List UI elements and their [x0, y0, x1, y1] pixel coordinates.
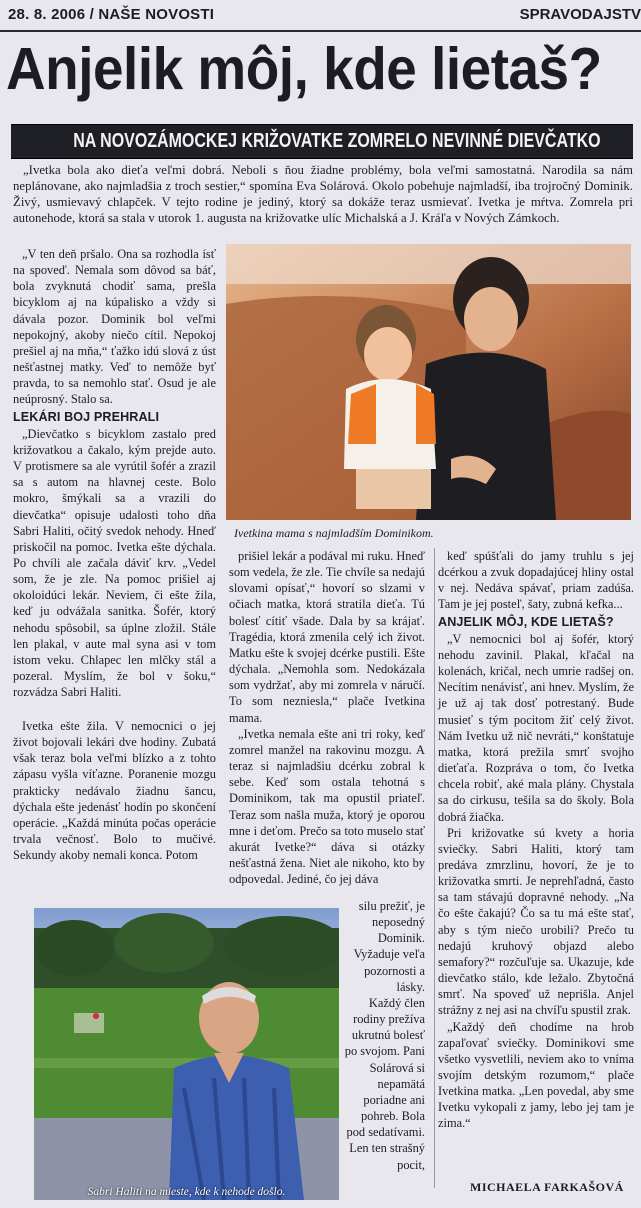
header-rule [0, 30, 641, 32]
paragraph: „Dievčatko s bicyklom zastalo pred križovatkou a čakalo, kým prejde auto. V protismere sa ale vyrútil šofér a zrazil sa s autom na hlavnej ceste. Bolo mokro, šmýkali sa a vrazili do dievčatka“ opisuje udalosti toho dňa Sabri Haliti, očitý svedok nehody. Hneď priskočil na pomoc. Ivetka ešte dýchala. Po chvíli ale začala dáviť krv. „Vedel som, že je zle. Na pomoc prišiel aj okoloidúci lekár. Neviem, či ešte žila, keď ju odvážala sanitka. Šofér, ktorý nehodu spôsobil, sa úplne zložil. Stále len plakal, v aute mal syna asi v tom istom veku. Chlapec len mlčky stál a pozeral. Myslím, že bol v šoku,“ rozvádza Sabri Haliti. [13, 426, 216, 700]
issue-date: 28. 8. 2006 / NAŠE NOVOSTI [8, 6, 215, 23]
column-1-lower [13, 718, 216, 863]
photo-witness [34, 908, 339, 1200]
photo-witness-image [34, 908, 339, 1200]
column-3 [438, 548, 634, 1132]
paragraph: Pri križovatke sú kvety a horia sviečky. Sabri Haliti, ktorý tam predáva zmrzlinu, hovorí, že je to križovatka smrti. Je neprehľadná, často sa tam stávajú dopravné nehody. „Na čo ešte čakajú? Čo sa tu má ešte stať, aby s tým niečo urobili? Prečo tu nedajú kruhový objazd alebo semafory?“ rozčuľuje sa. Ukazuje, kde dievčatko stálo, kde ležalo. Zbytočná smrť. Na spoveď už neprišla. Anjel strážny z nej asi na chvíľu spustil zrak. [438, 825, 634, 1018]
photo-mother-and-son-image [226, 244, 631, 520]
column-1 [13, 246, 216, 700]
paragraph: Každý člen rodiny prežíva ukrutnú bolesť po svojom. Pani Solárová si nepamätá poriadne ani pohreb. Bola pod sedatívami. Len ten strašný pocit, [344, 995, 425, 1172]
paragraph: „V nemocnici bol aj šofér, ktorý nehodu zavinil. Plakal, kľačal na kolenách, kričal, nech umrie radšej on. Necítim nenávisť, ani hnev. Myslím, že je už aj tak dosť potrestaný. Bude musieť s tým pocitom žiť celý život. Nám Ivetku už nič nevráti,“ konštatuje matka, ktorá prežila smrť svojho dieťaťa. Rozpráva o tom, čo Ivetka chcela robiť, aké mala plány. Chystala sa do cirkusu, tešila sa do školy. Bola dobrá žiačka. [438, 631, 634, 824]
subheading: LEKÁRI BOJ PREHRALI [13, 409, 160, 424]
subheadline-bar [11, 124, 633, 159]
intro-paragraph: „Ivetka bola ako dieťa veľmi dobrá. Neboli s ňou žiadne problémy, bola veľmi samostatná. Narodila sa nám neplánovane, ako najmladšia z troch sestier,“ spomína Eva Solárová. Okolo pobehuje najmladší, iba trojročný Dominik. Živý, usmievavý chlapček. V tejto rodine je jediný, ktorý sa dokáže teraz usmievať. Ivetka je mŕtva. Zomrela pri autonehode, ktorá sa stala v utorok 1. augusta na križovatke ulíc Michalská a J. Kráľa v Nových Zámkoch. [13, 163, 633, 226]
column-2 [229, 548, 425, 887]
photo-caption: Sabri Haliti na mieste, kde k nehode došlo. [87, 1186, 286, 1198]
paragraph: prišiel lekár a podával mi ruku. Hneď som vedela, že zle. Tie chvíle sa nedajú slovami opísať,“ hovorí so slzami v očiach matka, ktorá stratila dieťa. Tú bolesť cítiť všade. Dala by sa krájať. Tragédia, ktorá zmenila celý ich život. Matku ešte k svojej dcérke pustili. Ešte dýchala. „Nemohla som. Nedokázala som vydržať, aby mi zomrela v náručí. To som nezniesla,“ plače Ivetkina mama. [229, 549, 425, 725]
paragraph: „Ivetka nemala ešte ani tri roky, keď zomrel manžel na rakovinu mozgu. A teraz si najmladšiu dcérku zobral k sebe. Keď som ostala tehotná s Dominikom, tak ma opustil priateľ. Teraz som našla muža, ktorý je oporou mne i deťom. Prečo sa toto muselo stať akurát Ivetke?“ dáva si otázky nešťastná žena. Niet ale nikoho, kto by odpovedal. Jediné, čo jej dáva [229, 726, 425, 887]
paragraph: silu prežiť, je neposedný Dominik. Vyžaduje veľa pozornosti a lásky. [353, 899, 425, 994]
headline: Anjelik môj, kde lietaš? [6, 36, 602, 102]
paragraph: „Každý deň chodíme na hrob zapaľovať sviečky. Dominikovi sme všetko vysvetlili, neviem ako to vníma svojím detským rozumom,“ plače Ivetkina matka. „Len povedal, aby sme Ivetku vykopali z jamy, lebo jej tam je zima.“ [438, 1019, 634, 1131]
subheadline: NA NOVOZÁMOCKEJ KRIŽOVATKE ZOMRELO NEVINNÉ DIEVČATKO [73, 130, 601, 152]
paragraph: Ivetka ešte žila. V nemocnici o jej život bojovali lekári dve hodiny. Zubatá však teraz bola veľmi blízko a z tohto zápasu vyšla víťazne. Poranenie mozgu prakticky nedávalo žiadnu šancu, dýchala ešte jedenásť hodín po skončení operácie. „Každá minúta počas operácie trvala večnosť. Bolo to mučivé. Sekundy akoby nemali konca. Potom [13, 719, 216, 863]
column-divider [434, 548, 435, 1188]
photo-caption: Ivetkina mama s najmladším Dominikom. [234, 526, 434, 540]
page-header [0, 4, 641, 28]
column-2-narrow [344, 898, 425, 1173]
subheading: ANJELIK MÔJ, KDE LIETAŠ? [438, 614, 614, 629]
section-label: SPRAVODAJSTV [519, 6, 641, 23]
author-byline: MICHAELA FARKAŠOVÁ [470, 1180, 624, 1194]
paragraph: „V ten deň pršalo. Ona sa rozhodla ísť na spoveď. Nemala som dôvod sa báť, bola zvyknutá chodiť sama, prešla bicyklom aj na kúpalisko a vždy si dávala pozor. Dominik bol veľmi nepokojný, akoby niečo cítil. Nepokoj prešiel aj na mňa,“ ťažko idú slová z úst nešťastnej matky. Veď to nemôže byť pravda, to sa nemohlo stať. Osud je ale neúprosný. Stalo sa. [13, 247, 216, 407]
paragraph: keď spúšťali do jamy truhlu s jej dcérkou a zvuk dopadajúcej hliny ostal v nej. Nedáva spávať, priam zadúša. Tam je jej posteľ, šaty, zubná kefka... [438, 549, 634, 612]
photo-mother-and-son [226, 244, 631, 520]
